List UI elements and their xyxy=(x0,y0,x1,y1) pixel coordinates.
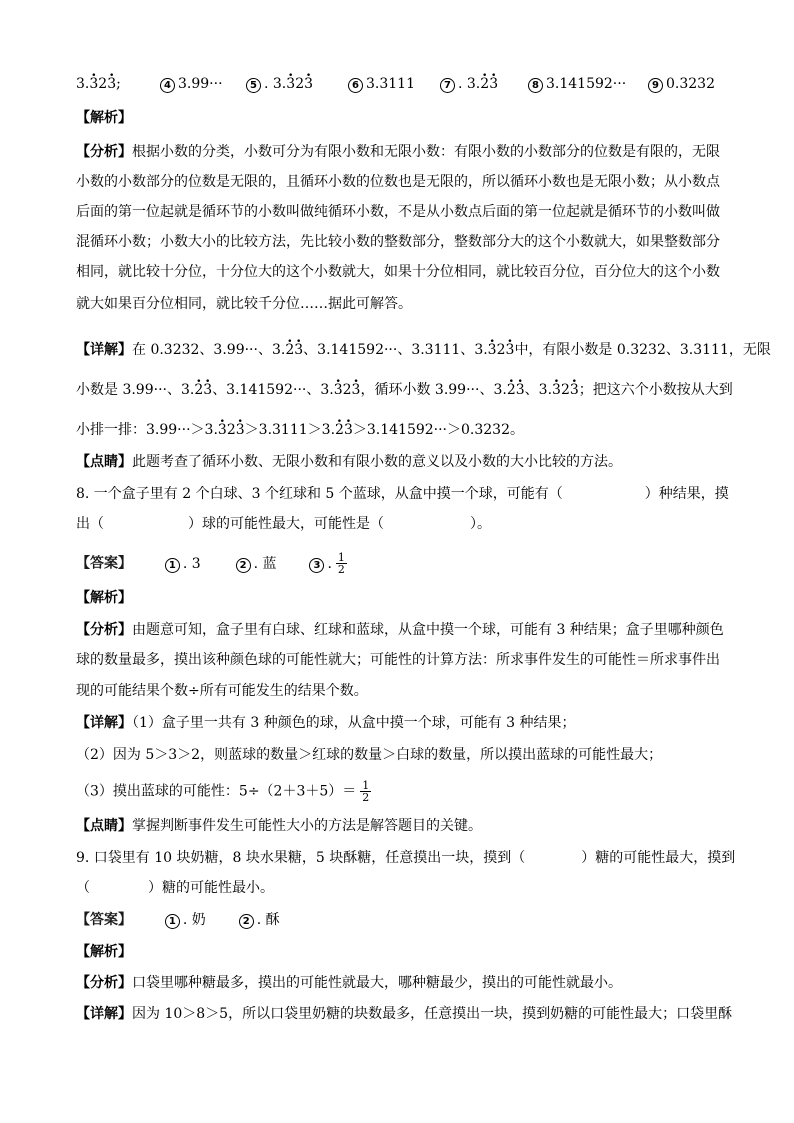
q9-answer-1: 1 . 奶 xyxy=(165,912,206,928)
q7-xiangjie-line-2: 小数是 3.99···、3.. 2. 3、3.141592···、3.. 32. 3，循环小数 3.99···、3.. 2. 3、3.. 32. 3；把这六个小数按从大到 xyxy=(76,372,726,400)
q7-dianjing: 【点睛】此题考查了循环小数、无限小数和有限小数的意义以及小数的大小比较的方法。 xyxy=(76,454,622,470)
q8-xiangjie-line-3: （3）摸出蓝球的可能性：5÷（2＋3＋5）＝ $\frac{1}{2}$ xyxy=(76,779,370,804)
option-4: 4 3.99··· xyxy=(160,74,223,94)
q8-answer-3: 3 . $\frac{1}{2}$ xyxy=(309,556,346,572)
q8-jiexi-heading: 【解析】 xyxy=(76,590,132,606)
q8-xj-fraction: $\frac{1}{2}$ xyxy=(362,779,370,804)
q9-jiexi-heading: 【解析】 xyxy=(76,944,132,960)
option-5: 5 . 3.. 32. 3 xyxy=(246,74,313,94)
q9-fenxi: 【分析】口袋里哪种糖最多，摸出的可能性就最大，哪种糖最少，摸出的可能性就最小。 xyxy=(76,975,622,991)
q7-xiangjie-line-3: 小排一排：3.99···＞3.. 32. 3＞3.3111＞3.. 2. 3＞3.141592···＞0.3232。 xyxy=(76,412,726,440)
q8-fenxi-line-1: 【分析】由题意可知，盒子里有白球、红球和蓝球，从盒中摸一个球，可能有 3 种结果；盒子里哪种颜色 xyxy=(76,622,724,638)
q8-dianjing: 【点睛】掌握判断事件发生可能性大小的方法是解答题目的关键。 xyxy=(76,818,482,834)
q9-question-line-1: 9. 口袋里有 10 块奶糖，8 块水果糖，5 块酥糖，任意摸出一块，摸到（ ）糖的可能性最大，摸到 xyxy=(76,850,736,866)
q7-fenxi-line-3: 后面的第一位起就是循环节的小数叫做纯循环小数，不是从小数点后面的第一位起就是循环节的小数叫做 xyxy=(76,204,720,220)
q9-answer: 【答案】 1 . 奶 2 . 酥 xyxy=(76,912,280,928)
q8-answer-fraction: $\frac{1}{2}$ xyxy=(337,551,345,576)
q9-answer-2: 2 . 酥 xyxy=(239,912,280,928)
q9-xiangjie-line-1: 【详解】因为 10＞8＞5，所以口袋里奶糖的块数最多，任意摸出一块，摸到奶糖的可能性最大；口袋里酥 xyxy=(76,1006,733,1022)
q7-fenxi-line-5: 相同，就比较十分位，十分位大的这个小数就大，如果十分位相同，就比较百分位，百分位大的这个小数 xyxy=(76,264,720,280)
q7-fenxi-line-4: 混循环小数；小数大小的比较方法，先比较小数的整数部分，整数部分大的这个小数就大，如果整数部分 xyxy=(76,234,720,250)
option-3: 3.. 32. 3; xyxy=(76,74,121,94)
q8-fenxi-line-3: 现的可能结果个数÷所有可能发生的结果个数。 xyxy=(76,683,368,699)
option-7: 7 . 3.. 2. 3 xyxy=(440,74,498,94)
q8-xiangjie-line-1: 【详解】（1）盒子里一共有 3 种颜色的球，从盒中摸一个球，可能有 3 种结果； xyxy=(76,715,576,731)
q7-jiexi-heading: 【解析】 xyxy=(76,110,132,126)
q8-xiangjie-line-2: （2）因为 5＞3＞2，则蓝球的数量＞红球的数量＞白球的数量，所以摸出蓝球的可能性最大； xyxy=(76,747,663,763)
q7-fenxi-line-6: 就大如果百分位相同，就比较千分位……据此可解答。 xyxy=(76,296,412,312)
q8-question-line-1: 8. 一个盒子里有 2 个白球、3 个红球和 5 个蓝球，从盒中摸一个球，可能有（ ）种结果，摸 xyxy=(76,486,729,502)
option-8: 8 3.141592··· xyxy=(528,74,626,94)
q7-xiangjie-line-1: 【详解】在 0.3232、3.99···、3.. 2. 3、3.141592···、3.3111、3.. 32. 3中，有限小数是 0.3232、3.3111，无限 xyxy=(76,332,726,360)
option-6: 6 3.3111 xyxy=(348,74,415,94)
q8-answer: 【答案】 1 . 3 2 . 蓝 3 . $\frac{1}{2}$ xyxy=(76,551,345,576)
q8-question-line-2: 出（ ）球的可能性最大，可能性是（ ）。 xyxy=(76,516,491,532)
q8-fenxi-line-2: 球的数量最多，摸出该种颜色球的可能性就大；可能性的计算方法：所求事件发生的可能性＝所求事件出 xyxy=(76,652,720,668)
q8-answer-1: 1 . 3 xyxy=(165,556,201,572)
q8-answer-2: 2 . 蓝 xyxy=(236,556,277,572)
q7-fenxi-line-1: 【分析】根据小数的分类，小数可分为有限小数和无限小数：有限小数的小数部分的位数是有限的，无限 xyxy=(76,144,720,160)
q7-fenxi-line-2: 小数的小数部分的位数是无限的，且循环小数的位数也是无限的，所以循环小数也是无限小数；从小数点 xyxy=(76,174,720,190)
q9-question-line-2: （ ）糖的可能性最小。 xyxy=(76,880,274,896)
option-9: 9 0.3232 xyxy=(648,74,715,94)
